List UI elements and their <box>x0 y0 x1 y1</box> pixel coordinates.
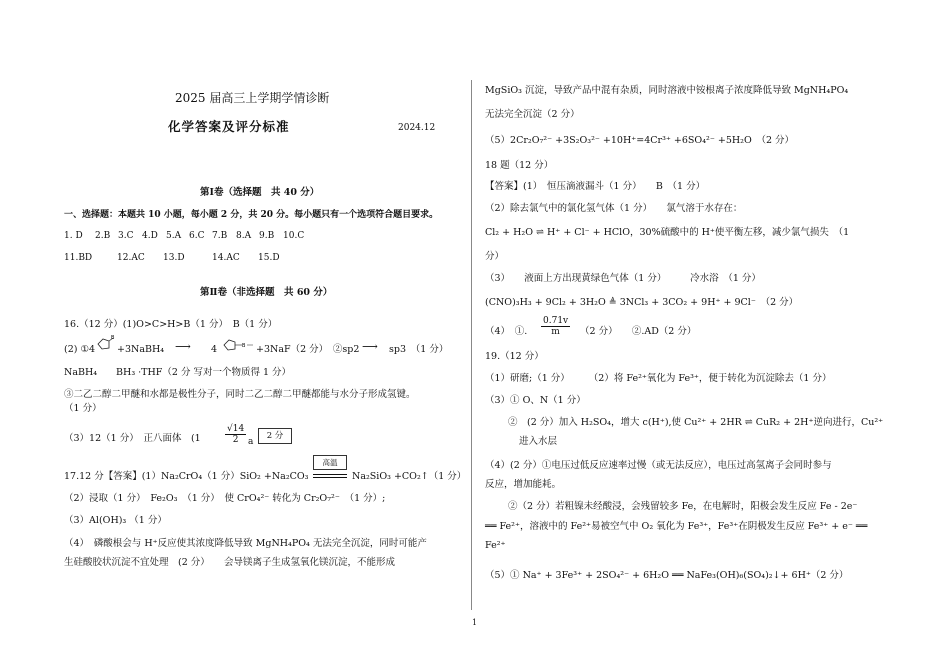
q16-line5: （1 分） <box>64 403 102 414</box>
answer-item: 10.C <box>283 231 305 241</box>
hybridization-arrow-icon: ⟶ <box>362 340 378 353</box>
answer-item: 11.BD <box>64 253 93 263</box>
fraction-denominator: 2 <box>232 435 239 445</box>
q19-line10: Fe²⁺ <box>485 540 506 551</box>
svg-text:B: B <box>111 335 115 341</box>
q18-line3: （2）除去氯气中的氯化氢气体（1 分） 氯气溶于水存在： <box>485 203 743 214</box>
doc-date: 2024.12 <box>398 123 436 133</box>
reaction-arrow-icon: ⟶ <box>175 340 191 353</box>
r-line2: 无法完全沉淀（2 分） <box>485 109 580 120</box>
r-line1: MgSiO₃ 沉淀，导致产品中混有杂质，同时溶液中铵根离子浓度降低导致 MgNH₄PO₄ <box>485 85 849 96</box>
q18-line5: 分） <box>485 251 505 262</box>
q16-line3: NaBH₄ BH₃ ·THF（2 分 写对一个物质得 1 分） <box>64 367 292 378</box>
q19-line7: 反应，增加能耗。 <box>485 479 562 490</box>
q18-line7: (CNO)₃H₃ + 9Cl₂ + 3H₂O ≜ 3NCl₃ + 3CO₂ + 9H⁺ + 9Cl⁻ （2 分） <box>485 297 799 308</box>
answer-item: 1. D <box>64 231 83 241</box>
q18-line6: （3） 液面上方出现黄绿色气体（1 分） 冷水浴 （1 分） <box>485 273 761 284</box>
q16-coefficient: 4 <box>211 344 218 355</box>
part1-instruction: 一、选择题：本题共 10 小题，每小题 2 分，共 20 分。每小题只有一个选项符合题目要求。 <box>64 210 439 220</box>
q16-sp3: sp3 （1 分） <box>389 344 449 355</box>
exam-title: 2025 届高三上学期学情诊断 <box>175 91 330 105</box>
q16-line6: （3）12（1 分） 正八面体 (1 <box>64 433 201 444</box>
equals-line-top <box>313 474 347 475</box>
answer-item: 5.A <box>166 231 182 241</box>
q18-line8-end: （2 分） ②.AD（2 分） <box>580 326 697 337</box>
q16-product: +3NaF（2 分） ②sp2 <box>256 344 360 355</box>
reaction-condition: 高温 <box>313 455 347 470</box>
answer-item: 13.D <box>163 253 185 263</box>
answer-item: 14.AC <box>212 253 240 263</box>
q17-line2: （2）浸取（1 分） Fe₂O₃ （1 分） 使 CrO₄²⁻ 转化为 Cr₂O₇²⁻ （1 分）; <box>64 493 386 504</box>
answer-item: 8.A <box>236 231 252 241</box>
q17-line4: （4） 磷酸根会与 H⁺反应使其浓度降低导致 MgNH₄PO₄ 无法完全沉淀，同时可能产 <box>64 538 427 549</box>
answer-item: 7.B <box>212 231 228 241</box>
score-box: 2 分 <box>258 428 292 444</box>
q17-line3: （3）Al(OH)₃ （1 分） <box>64 515 167 526</box>
answer-item: 9.B <box>259 231 275 241</box>
borane-thf-icon <box>220 334 256 356</box>
q19-line5: 进入水层 <box>519 436 558 447</box>
answer-item: 3.C <box>118 231 134 241</box>
q16-line4: ③二乙二醇二甲醚和水都是极性分子，同时二乙二醇二甲醚都能与水分子形成氢键。 <box>64 389 416 400</box>
q19-line11: （5）① Na⁺ + 3Fe³⁺ + 2SO₄²⁻ + 6H₂O ══ NaFe₃(OH)₆(SO₄)₂↓+ 6H⁺（2 分） <box>485 570 849 581</box>
fraction-numerator: 0.71v <box>543 316 569 326</box>
q17-line1-end: Na₂SiO₃ +CO₂↑（1 分） <box>352 471 467 482</box>
answer-item: 6.C <box>189 231 205 241</box>
answer-item: 2.B <box>95 231 111 241</box>
q19-line2: （1）研磨;（1 分） （2）将 Fe²⁺氧化为 Fe³⁺，便于转化为沉淀除去（1 分） <box>485 373 832 384</box>
q19-line4: ② (2 分）加入 H₂SO₄，增大 c(H⁺),使 Cu²⁺ + 2HR ⇌ CuR₂ + 2H⁺逆向进行，Cu²⁺ <box>508 417 884 428</box>
q19-line9: ══ Fe²⁺，溶液中的 Fe²⁺易被空气中 O₂ 氧化为 Fe³⁺，Fe³⁺在阴极发生反应 Fe³⁺ + e⁻ ══ <box>485 521 868 532</box>
answer-item: 12.AC <box>117 253 145 263</box>
part2-heading: 第Ⅱ卷（非选择题 共 60 分） <box>200 287 333 298</box>
doc-title: 化学答案及评分标准 <box>168 119 290 134</box>
q16-line2-start: (2) ①4 <box>64 344 96 355</box>
oxolane-ring-icon <box>92 334 118 356</box>
q18-line1: 18 题（12 分） <box>485 160 554 171</box>
q19-line6: （4）(2 分）①电压过低反应速率过慢（或无法反应），电压过高氢离子会同时参与 <box>485 460 832 471</box>
r-line3: （5）2Cr₂O₇²⁻ +3S₂O₃²⁻ +10H⁺=4Cr³⁺ +6SO₄²⁻ +5H₂O （2 分） <box>485 135 795 146</box>
fraction-numerator: √14 <box>227 424 245 434</box>
column-divider <box>471 80 472 610</box>
q19-line8: ②（2 分）若粗镍未经酸浸，会残留较多 Fe，在电解时，阳极会发生反应 Fe - 2e⁻ <box>508 501 858 512</box>
svg-text:B: B <box>242 343 246 349</box>
q17-line5: 生硅酸胶状沉淀不宜处理 (2 分） 会导镁离子生成氢氧化镁沉淀，不能形成 <box>64 557 396 568</box>
answer-item: 15.D <box>258 253 280 263</box>
q17-line1: 17.12 分【答案】(1）Na₂CrO₄（1 分）SiO₂ +Na₂CO₃ <box>64 471 309 482</box>
q18-line4: Cl₂ + H₂O ⇌ H⁺ + Cl⁻ + HClO，30%硫酸中的 H⁺使平衡左移，减少氯气损失 （1 <box>485 227 850 238</box>
q16-variable: a <box>248 437 254 447</box>
q18-fraction <box>541 316 570 337</box>
q16-reagent: +3NaBH₄ <box>117 344 165 355</box>
page-number: 1 <box>472 618 478 627</box>
q16-line1: 16.（12 分）(1)O>C>H>B（1 分） B（1 分） <box>64 319 278 330</box>
q18-line2: 【答案】(1） 恒压滴液漏斗（1 分） B （1 分） <box>485 181 706 192</box>
equals-line-bottom <box>313 477 347 478</box>
answer-item: 4.D <box>142 231 158 241</box>
q19-line1: 19.（12 分） <box>485 351 544 362</box>
q16-fraction <box>225 424 246 445</box>
part1-heading: 第Ⅰ卷（选择题 共 40 分） <box>200 187 320 198</box>
fraction-denominator: m <box>551 327 560 337</box>
q19-line3: （3）① O、N（1 分） <box>485 395 586 406</box>
q18-line8: （4） ①. <box>485 326 528 337</box>
